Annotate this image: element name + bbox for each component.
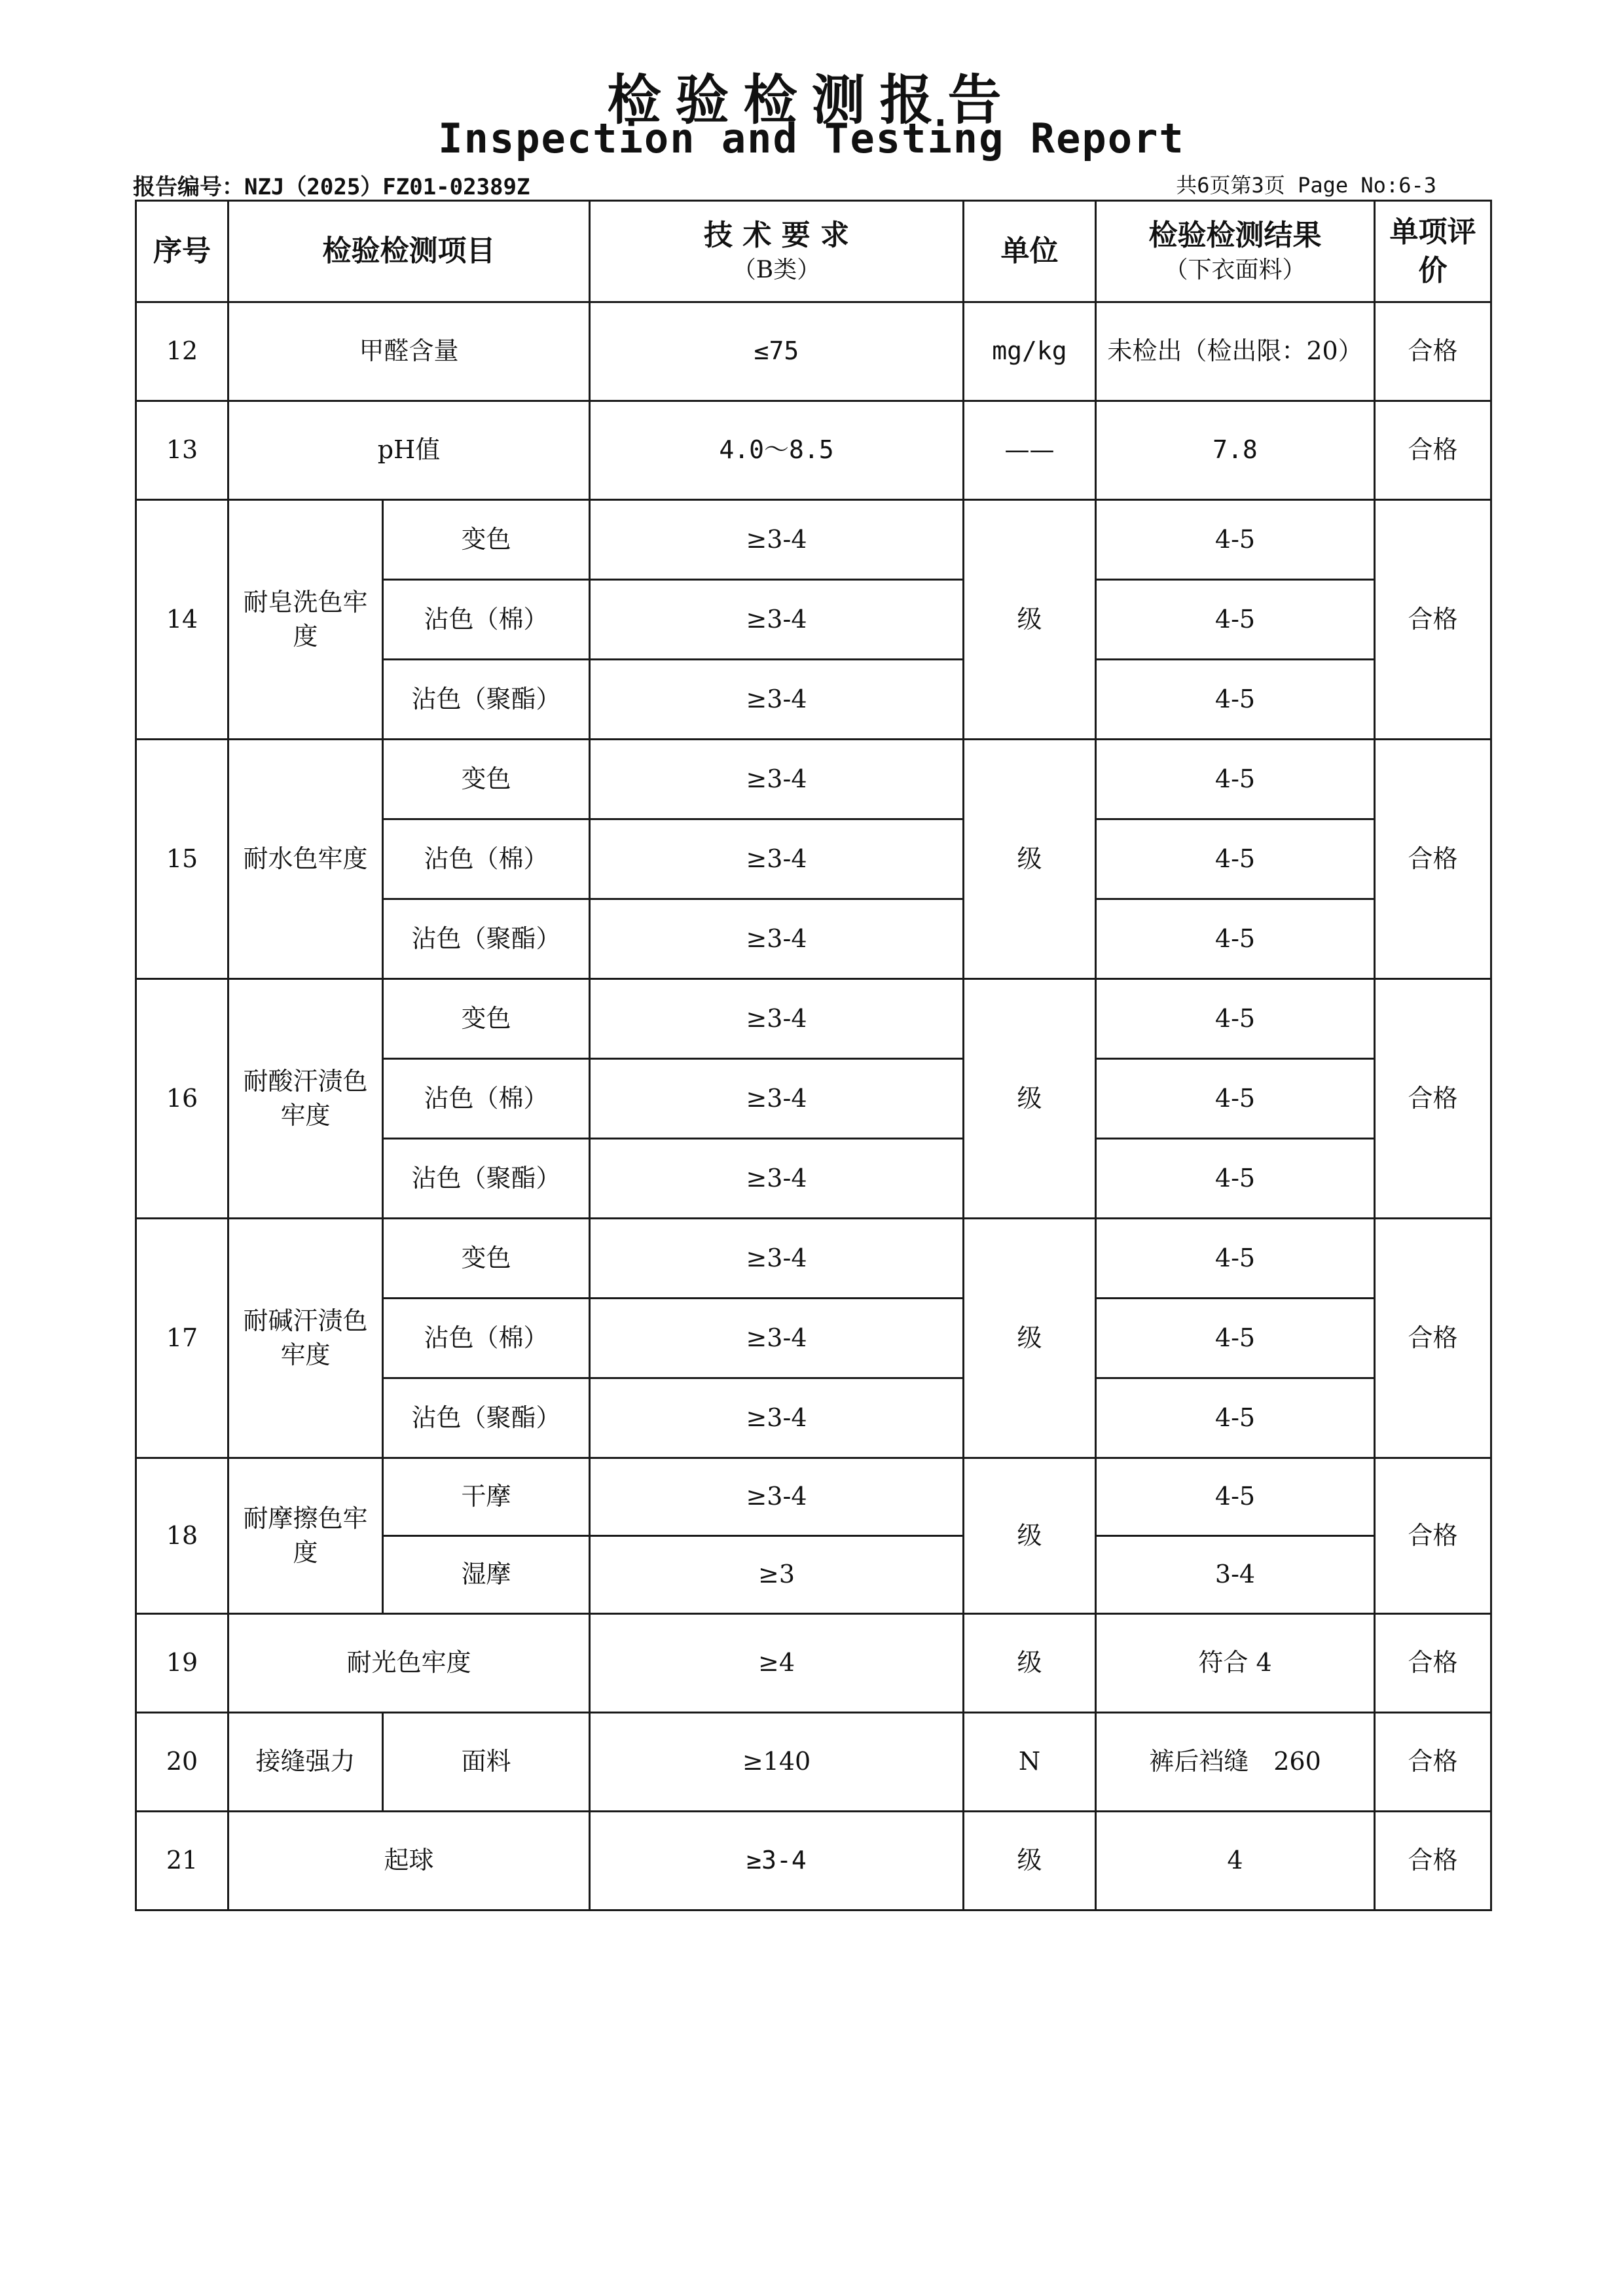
row-subitem: 变色 bbox=[383, 740, 590, 819]
row-requirement: ≥140 bbox=[590, 1713, 964, 1812]
row-requirement: ≥3-4 bbox=[590, 819, 964, 899]
row-item: pH值 bbox=[228, 401, 590, 500]
table-row bbox=[136, 1219, 1491, 1299]
row-seq: 17 bbox=[136, 1219, 228, 1458]
row-unit: —— bbox=[964, 401, 1096, 500]
row-requirement: ≥3-4 bbox=[590, 1299, 964, 1378]
row-subitem: 沾色（棉） bbox=[383, 1059, 590, 1139]
row-unit: 级 bbox=[964, 1614, 1096, 1713]
row-subitem: 沾色（棉） bbox=[383, 580, 590, 660]
table-row bbox=[136, 979, 1491, 1059]
row-requirement: ≥3-4 bbox=[590, 899, 964, 979]
row-result: 4-5 bbox=[1096, 979, 1375, 1059]
report-title-cn: 检验检测报告 bbox=[607, 69, 1016, 132]
row-item: 耐水色牢度 bbox=[228, 740, 383, 979]
row-eval: 合格 bbox=[1375, 1219, 1491, 1458]
row-eval: 合格 bbox=[1375, 1614, 1491, 1713]
row-subitem: 沾色（棉） bbox=[383, 1299, 590, 1378]
header-requirement-label: 技 术 要 求 bbox=[704, 219, 849, 252]
row-eval: 合格 bbox=[1375, 1458, 1491, 1614]
row-requirement: ≥3-4 bbox=[590, 1219, 964, 1299]
header-unit: 单位 bbox=[964, 201, 1096, 302]
row-subitem: 面料 bbox=[383, 1713, 590, 1812]
table-row bbox=[136, 1458, 1491, 1536]
table-header-row bbox=[136, 201, 1491, 302]
row-item: 耐光色牢度 bbox=[228, 1614, 590, 1713]
row-subitem: 沾色（聚酯） bbox=[383, 899, 590, 979]
row-unit: 级 bbox=[964, 1812, 1096, 1910]
header-result-label: 检验检测结果 bbox=[1148, 219, 1322, 252]
row-eval: 合格 bbox=[1375, 500, 1491, 740]
row-result: 4-5 bbox=[1096, 660, 1375, 740]
table-row bbox=[136, 302, 1491, 401]
row-item: 耐摩擦色牢度 bbox=[228, 1458, 383, 1614]
table-row bbox=[136, 1713, 1491, 1812]
row-subitem: 沾色（聚酯） bbox=[383, 660, 590, 740]
table-row bbox=[136, 740, 1491, 819]
row-requirement: ≥3 bbox=[590, 1536, 964, 1614]
row-result: 4-5 bbox=[1096, 1299, 1375, 1378]
table-row bbox=[136, 401, 1491, 500]
row-item: 耐皂洗色牢度 bbox=[228, 500, 383, 740]
row-eval: 合格 bbox=[1375, 401, 1491, 500]
row-seq: 15 bbox=[136, 740, 228, 979]
row-requirement: ≥3-4 bbox=[590, 580, 964, 660]
row-result: 3-4 bbox=[1096, 1536, 1375, 1614]
row-result: 4-5 bbox=[1096, 580, 1375, 660]
report-title-en: Inspection and Testing Report bbox=[438, 115, 1185, 162]
row-item: 起球 bbox=[228, 1812, 590, 1910]
row-result: 4-5 bbox=[1096, 500, 1375, 580]
row-unit: 级 bbox=[964, 1219, 1096, 1458]
row-result: 未检出（检出限：20） bbox=[1096, 302, 1375, 401]
row-item: 接缝强力 bbox=[228, 1713, 383, 1812]
row-seq: 20 bbox=[136, 1713, 228, 1812]
row-result: 4-5 bbox=[1096, 1059, 1375, 1139]
row-unit: N bbox=[964, 1713, 1096, 1812]
row-subitem: 干摩 bbox=[383, 1458, 590, 1536]
row-seq: 18 bbox=[136, 1458, 228, 1614]
row-subitem: 变色 bbox=[383, 979, 590, 1059]
table-row bbox=[136, 1812, 1491, 1910]
header-requirement-sub: （B类） bbox=[732, 257, 821, 284]
row-requirement: ≥4 bbox=[590, 1614, 964, 1713]
row-result: 4-5 bbox=[1096, 1378, 1375, 1458]
row-requirement: ≥3-4 bbox=[590, 660, 964, 740]
row-requirement: ≤75 bbox=[590, 302, 964, 401]
row-result: 4-5 bbox=[1096, 1139, 1375, 1219]
row-subitem: 沾色（聚酯） bbox=[383, 1378, 590, 1458]
row-result: 7.8 bbox=[1096, 401, 1375, 500]
row-item: 甲醛含量 bbox=[228, 302, 590, 401]
row-eval: 合格 bbox=[1375, 1812, 1491, 1910]
row-subitem: 湿摩 bbox=[383, 1536, 590, 1614]
row-seq: 14 bbox=[136, 500, 228, 740]
row-requirement: ≥3-4 bbox=[590, 1059, 964, 1139]
row-unit: mg/kg bbox=[964, 302, 1096, 401]
row-subitem: 变色 bbox=[383, 500, 590, 580]
row-subitem: 沾色（聚酯） bbox=[383, 1139, 590, 1219]
row-result: 符合 4 bbox=[1096, 1614, 1375, 1713]
table-row bbox=[136, 1614, 1491, 1713]
row-seq: 13 bbox=[136, 401, 228, 500]
row-requirement: ≥3-4 bbox=[590, 740, 964, 819]
row-seq: 19 bbox=[136, 1614, 228, 1713]
header-eval: 单项评价 bbox=[1375, 201, 1491, 302]
row-unit: 级 bbox=[964, 979, 1096, 1219]
row-subitem: 变色 bbox=[383, 1219, 590, 1299]
row-result: 裤后裆缝 260 bbox=[1096, 1713, 1375, 1812]
page-number: 共6页第3页 Page No:6-3 bbox=[1176, 173, 1436, 198]
row-result: 4-5 bbox=[1096, 740, 1375, 819]
row-result: 4-5 bbox=[1096, 1458, 1375, 1536]
row-unit: 级 bbox=[964, 740, 1096, 979]
header-result-sub: （下衣面料） bbox=[1164, 257, 1306, 284]
header-requirement bbox=[590, 201, 964, 302]
row-result: 4-5 bbox=[1096, 899, 1375, 979]
row-seq: 21 bbox=[136, 1812, 228, 1910]
row-requirement: ≥3-4 bbox=[590, 1812, 964, 1910]
report-number: 报告编号：NZJ（2025）FZ01-02389Z bbox=[133, 174, 530, 200]
row-result: 4 bbox=[1096, 1812, 1375, 1910]
row-subitem: 沾色（棉） bbox=[383, 819, 590, 899]
inspection-table bbox=[135, 200, 1492, 1911]
row-eval: 合格 bbox=[1375, 302, 1491, 401]
row-requirement: ≥3-4 bbox=[590, 979, 964, 1059]
row-requirement: ≥3-4 bbox=[590, 500, 964, 580]
row-seq: 12 bbox=[136, 302, 228, 401]
header-item: 检验检测项目 bbox=[228, 201, 590, 302]
header-seq: 序号 bbox=[136, 201, 228, 302]
row-eval: 合格 bbox=[1375, 1713, 1491, 1812]
row-unit: 级 bbox=[964, 1458, 1096, 1614]
row-seq: 16 bbox=[136, 979, 228, 1219]
row-requirement: ≥3-4 bbox=[590, 1378, 964, 1458]
row-eval: 合格 bbox=[1375, 979, 1491, 1219]
header-result bbox=[1096, 201, 1375, 302]
row-requirement: 4.0～8.5 bbox=[590, 401, 964, 500]
row-result: 4-5 bbox=[1096, 1219, 1375, 1299]
row-result: 4-5 bbox=[1096, 819, 1375, 899]
table-row bbox=[136, 500, 1491, 580]
row-requirement: ≥3-4 bbox=[590, 1139, 964, 1219]
row-requirement: ≥3-4 bbox=[590, 1458, 964, 1536]
row-item: 耐酸汗渍色牢度 bbox=[228, 979, 383, 1219]
row-unit: 级 bbox=[964, 500, 1096, 740]
row-item: 耐碱汗渍色牢度 bbox=[228, 1219, 383, 1458]
row-eval: 合格 bbox=[1375, 740, 1491, 979]
